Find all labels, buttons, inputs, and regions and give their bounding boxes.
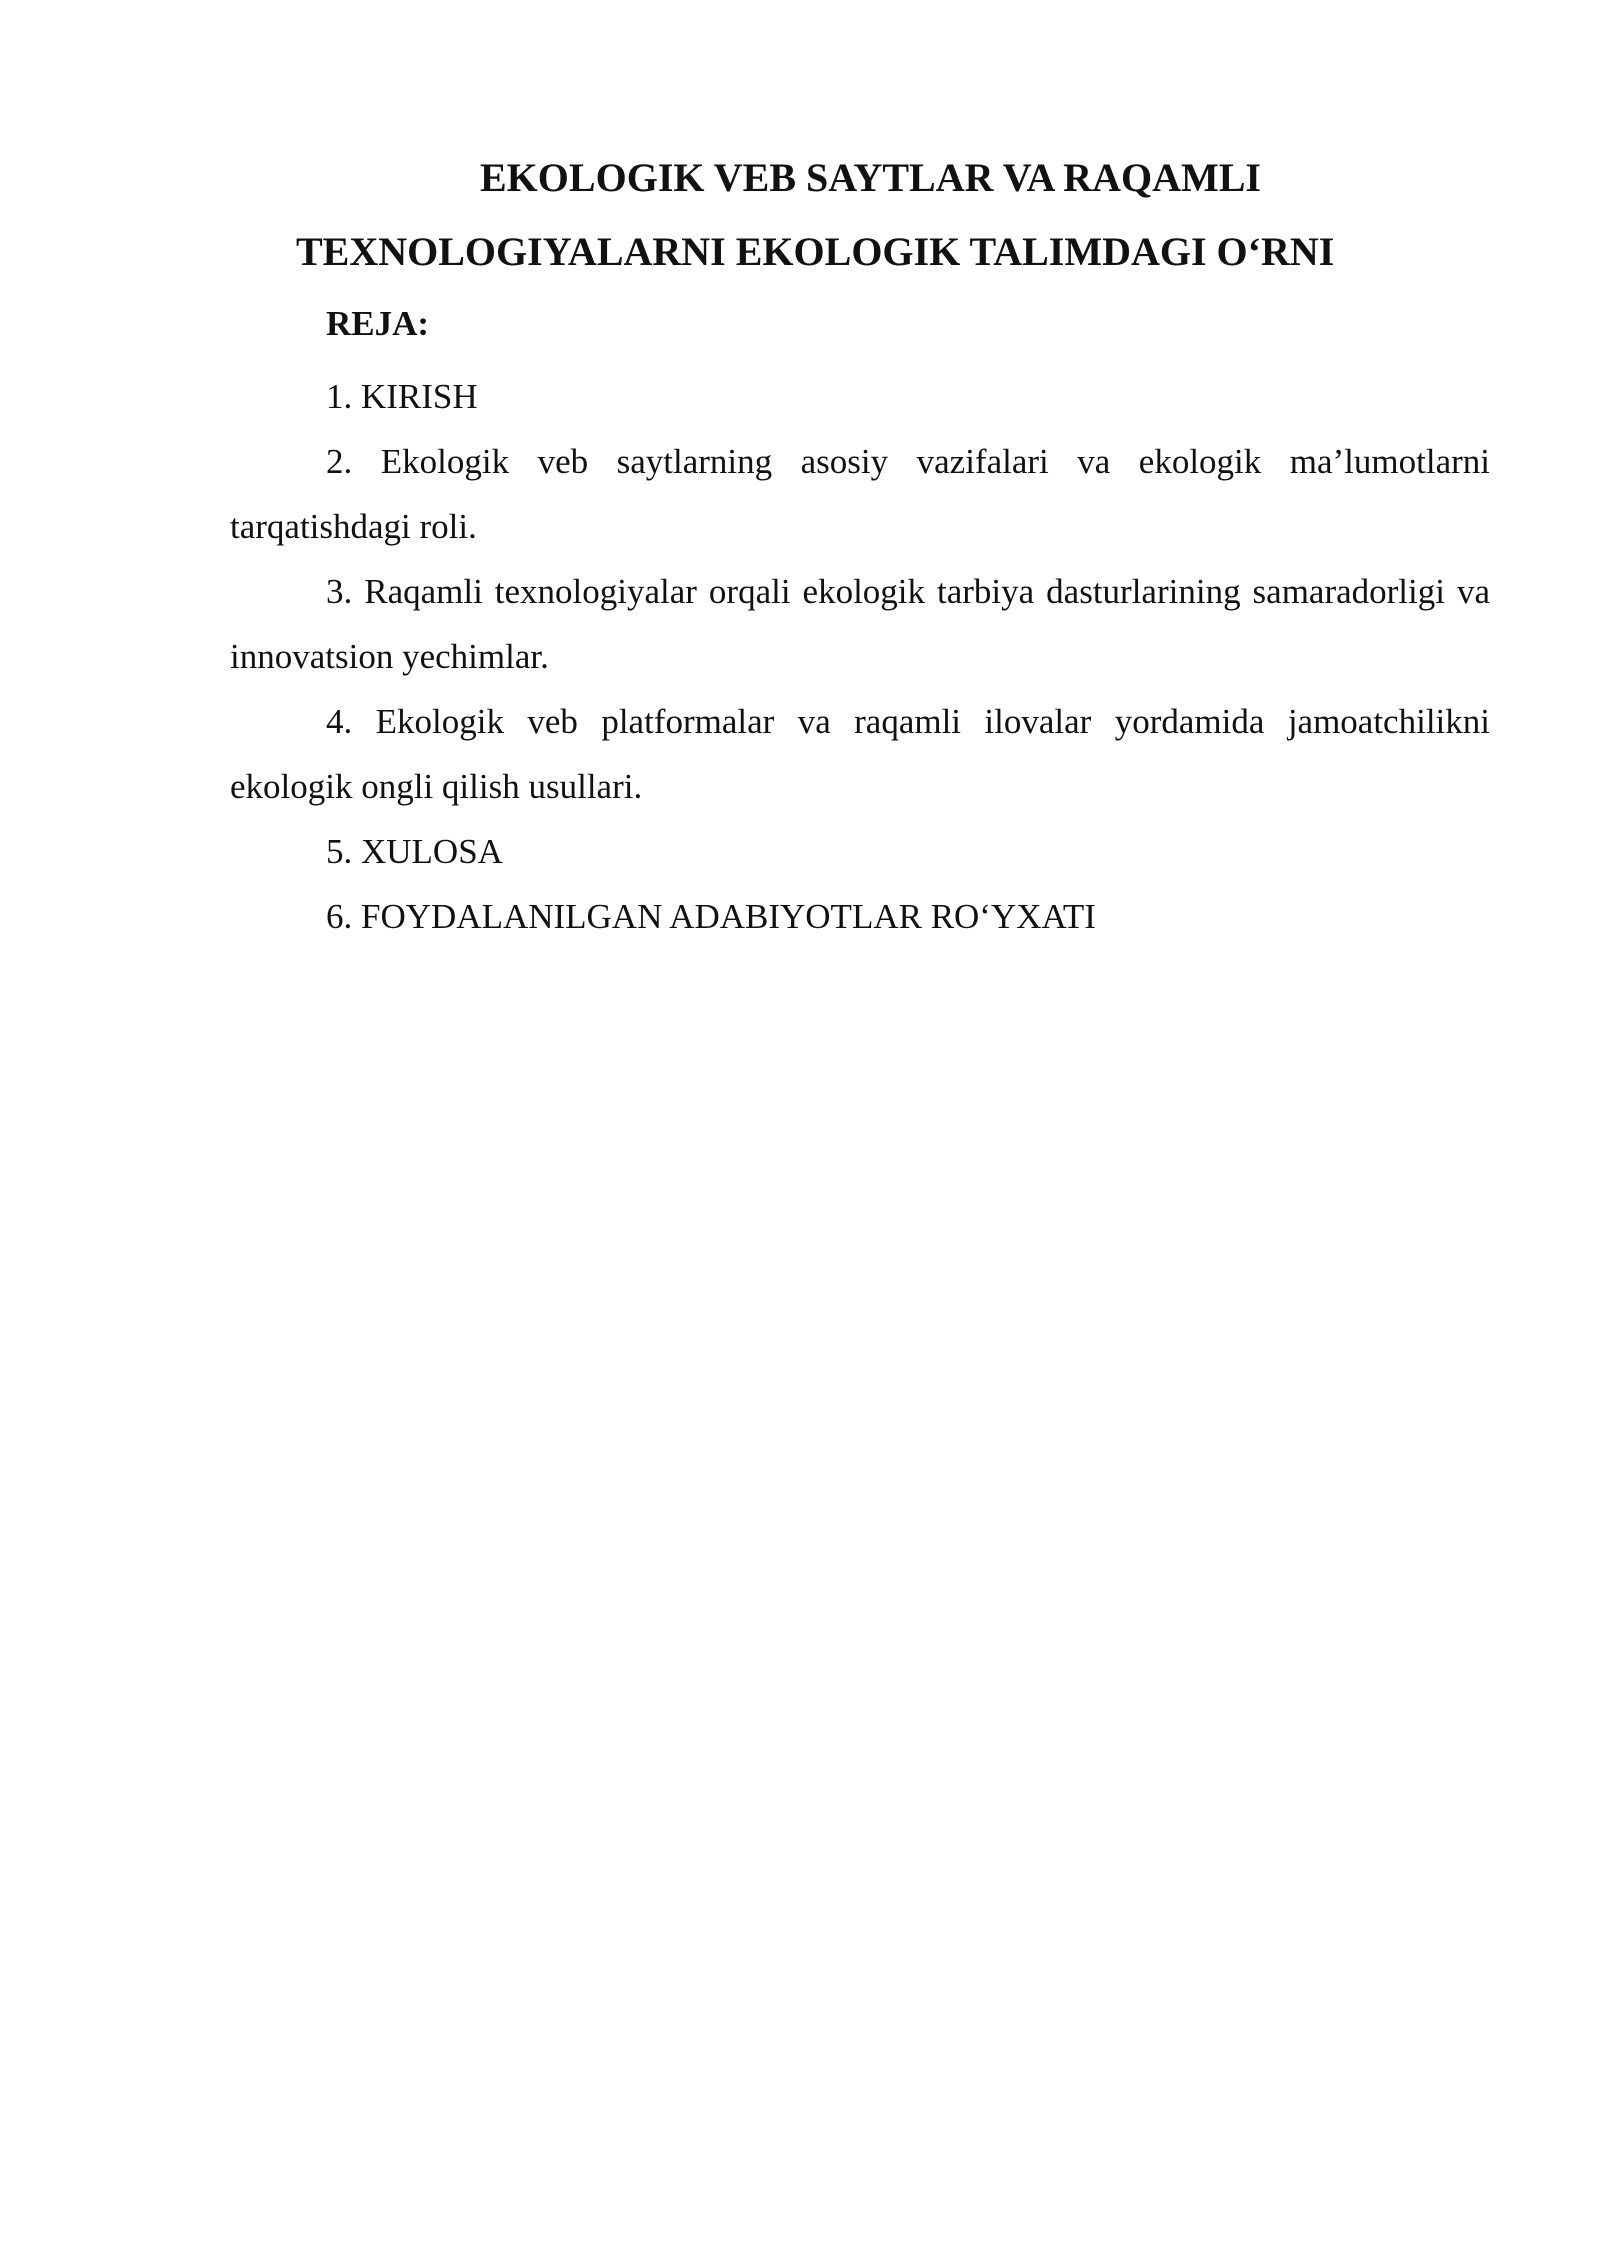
plan-item-web-sites-role: 2. Ekologik veb saytlarning asosiy vazifalari va ekologik ma’lumotlarni tarqatishdagi roli. [230,442,1490,546]
plan-item-conclusion: 5. XULOSA [326,832,503,871]
plan-item-introduction: 1. KIRISH [326,377,478,416]
plan-item-digital-technologies: 3. Raqamli texnologiyalar orqali ekologik tarbiya dasturlarining samaradorligi va innovatsion yechimlar. [230,572,1490,676]
plan-list [230,364,1490,949]
plan-item-public-awareness: 4. Ekologik veb platformalar va raqamli ilovalar yordamida jamoatchilikni ekologik ongli qilish usullari. [230,702,1490,806]
plan-heading: REJA: [326,304,430,343]
document-title-line-1: EKOLOGIK VEB SAYTLAR VA RAQAMLI [480,155,1261,200]
plan-item-references: 6. FOYDALANILGAN ADABIYOTLAR RO‘YXATI [326,897,1096,936]
document-title-line-2: TEXNOLOGIYALARNI EKOLOGIK TALIMDAGI O‘RNI [296,229,1335,274]
